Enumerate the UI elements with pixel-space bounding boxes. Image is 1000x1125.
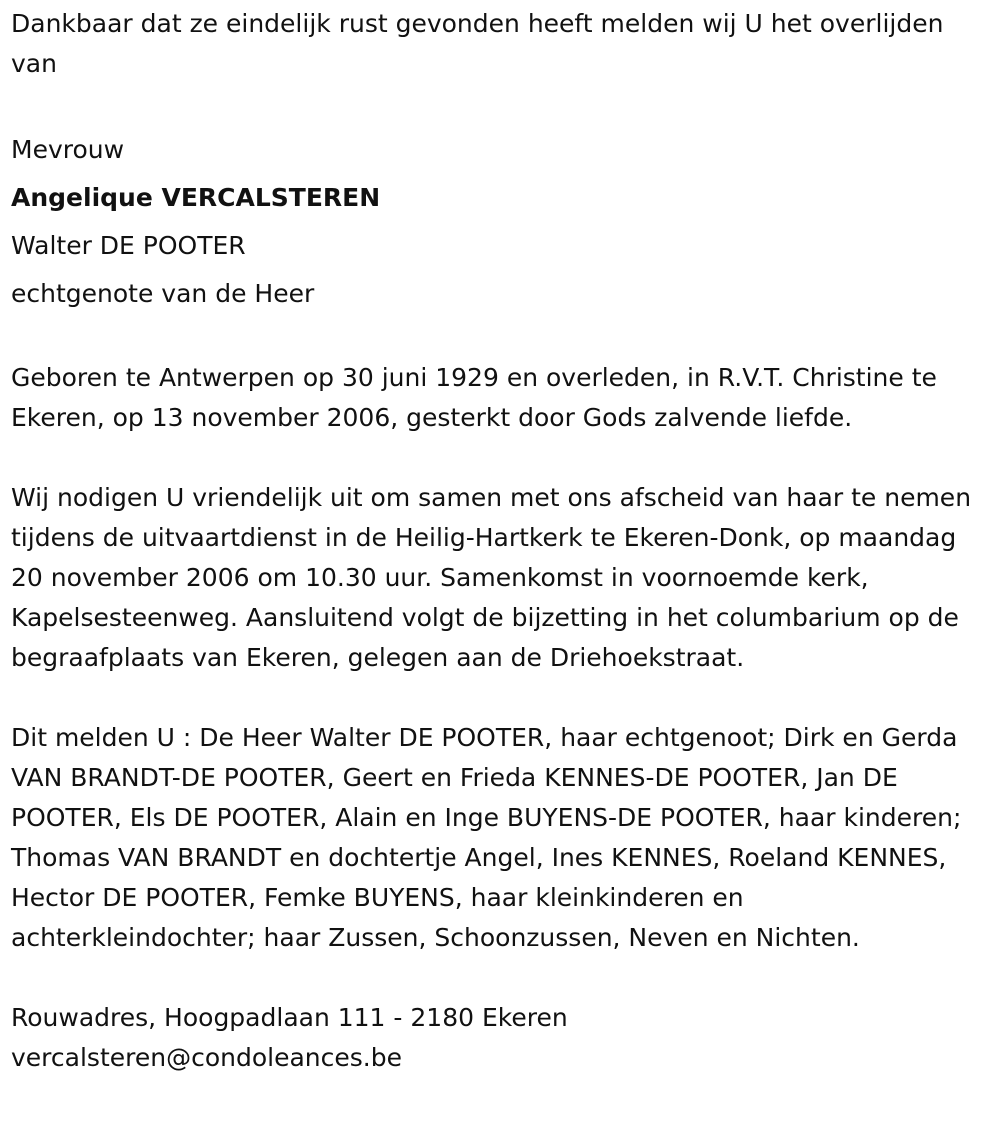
title-prefix: Mevrouw <box>11 135 125 164</box>
birth-death-text: Geboren te Antwerpen op 30 juni 1929 en overleden, in R.V.T. Christine te Ekeren, op 13 november 2006, gesterkt door Gods zalvende liefde. <box>11 363 937 432</box>
spacer <box>11 438 990 478</box>
spacer <box>11 678 990 718</box>
announcers-text: Dit melden U : De Heer Walter DE POOTER, haar echtgenoot; Dirk en Gerda VAN BRANDT-DE POOTER, Geert en Frieda KENNES-DE POOTER, Jan DE POOTER, Els DE POOTER, Alain en Inge BUYENS-DE POOTER, haar kinderen; Thomas VAN BRANDT en dochtertje Angel, Ines KENNES, Roeland KENNES, Hector DE POOTER, Femke BUYENS, haar kleinkinderen en achterkleindochter; haar Zussen, Schoonzussen, Neven en Nichten. <box>11 723 962 952</box>
deceased-name: Angelique VERCALSTEREN <box>11 183 381 212</box>
intro-text: Dankbaar dat ze eindelijk rust gevonden heeft melden wij U het overlijden van <box>11 9 944 78</box>
spouse-name: Walter DE POOTER <box>11 231 246 260</box>
invitation-text: Wij nodigen U vriendelijk uit om samen met ons afscheid van haar te nemen tijdens de uitvaartdienst in de Heilig-Hartkerk te Ekeren-Donk, op maandag 20 november 2006 om 10.30 uur. Samenkomst in voornoemde kerk, Kapelsesteenweg. Aansluitend volgt de bijzetting in het columbarium op de begraafplaats van Ekeren, gelegen aan de Driehoekstraat. <box>11 483 972 672</box>
spacer <box>11 332 990 358</box>
mourning-address: Rouwadres, Hoogpadlaan 111 - 2180 Ekeren <box>11 1003 568 1032</box>
condolence-email[interactable]: vercalsteren@condoleances.be <box>11 1043 402 1072</box>
relation-text: echtgenote van de Heer <box>11 279 315 308</box>
spacer <box>11 84 990 124</box>
spacer <box>11 958 990 998</box>
name-block <box>11 126 990 318</box>
